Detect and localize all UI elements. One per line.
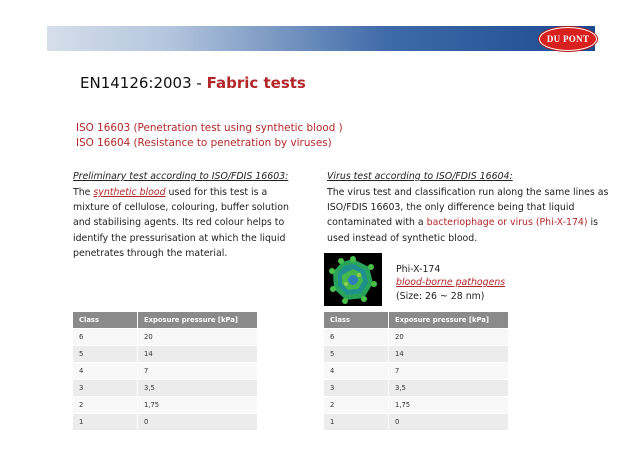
standard-line-16603: ISO 16603 (Penetration test using synthetic blood )	[76, 122, 343, 134]
cell-pressure: 3,5	[138, 380, 258, 397]
cell-class: 4	[324, 363, 389, 380]
cell-pressure: 0	[138, 414, 258, 431]
para-text: The	[73, 187, 94, 198]
cell-class: 6	[73, 329, 138, 346]
table-header-row	[324, 312, 509, 329]
cell-class: 3	[73, 380, 138, 397]
cell-class: 1	[324, 414, 389, 431]
cell-class: 6	[324, 329, 389, 346]
cell-pressure: 1,75	[389, 397, 509, 414]
header-bar	[47, 26, 595, 51]
table-header-row	[73, 312, 258, 329]
cell-pressure: 7	[138, 363, 258, 380]
table-row	[73, 363, 258, 380]
cell-pressure: 0	[389, 414, 509, 431]
logo-text: DU PONT	[546, 34, 590, 44]
class-pressure-table-right	[324, 312, 509, 431]
title-prefix: EN14126:2003 -	[80, 74, 202, 92]
cell-class: 5	[73, 346, 138, 363]
preliminary-test-paragraph	[73, 185, 301, 261]
para-text: is used instead of synthetic blood.	[327, 217, 599, 244]
table-row	[73, 397, 258, 414]
header-exposure-pressure: Exposure pressure [kPa]	[138, 312, 258, 329]
cell-class: 2	[324, 397, 389, 414]
table-row	[324, 380, 509, 397]
header-exposure-pressure: Exposure pressure [kPa]	[389, 312, 509, 329]
cell-pressure: 1,75	[138, 397, 258, 414]
standard-line-16604: ISO 16604 (Resistance to penetration by viruses)	[76, 137, 332, 149]
virus-name: Phi-X-174	[396, 264, 441, 275]
para-text: The virus test and classification run along the same lines as ISO/FDIS 16603, the only difference being that liquid contaminated with a	[327, 187, 609, 229]
cell-pressure: 7	[389, 363, 509, 380]
table-row	[324, 363, 509, 380]
cell-pressure: 20	[389, 329, 509, 346]
page-title	[80, 74, 306, 92]
title-accent: Fabric tests	[206, 74, 306, 92]
table-row	[73, 346, 258, 363]
bacteriophage-text: bacteriophage or virus (Phi-X-174)	[426, 217, 588, 229]
class-pressure-table-left	[73, 312, 258, 431]
table-row	[324, 414, 509, 431]
virus-test-heading: Virus test according to ISO/FDIS 16604:	[327, 171, 513, 182]
cell-class: 5	[324, 346, 389, 363]
virus-test-paragraph	[327, 185, 615, 246]
table-row	[73, 329, 258, 346]
synthetic-blood-link[interactable]: synthetic blood	[93, 187, 166, 198]
dupont-logo	[539, 27, 597, 51]
cell-class: 4	[73, 363, 138, 380]
para-text: used for this test is a mixture of cellulose, colouring, buffer solution and stabilising agents. Its red colour helps to identify the pressurisation at which the liquid penetrates through the material.	[73, 187, 289, 259]
table-row	[73, 380, 258, 397]
virus-size: (Size: 26 ~ 28 nm)	[396, 291, 485, 302]
cell-class: 1	[73, 414, 138, 431]
cell-pressure: 14	[389, 346, 509, 363]
table-row	[324, 329, 509, 346]
virus-illustration	[324, 253, 382, 306]
table-row	[73, 414, 258, 431]
header-class: Class	[73, 312, 138, 329]
cell-pressure: 14	[138, 346, 258, 363]
cell-pressure: 20	[138, 329, 258, 346]
virus-image	[324, 253, 382, 306]
cell-pressure: 3,5	[389, 380, 509, 397]
cell-class: 3	[324, 380, 389, 397]
table-row	[324, 346, 509, 363]
blood-borne-pathogens-link[interactable]: blood-borne pathogens	[396, 277, 506, 288]
header-class: Class	[324, 312, 389, 329]
preliminary-test-heading: Preliminary test according to ISO/FDIS 16603:	[73, 171, 289, 182]
cell-class: 2	[73, 397, 138, 414]
table-row	[324, 397, 509, 414]
